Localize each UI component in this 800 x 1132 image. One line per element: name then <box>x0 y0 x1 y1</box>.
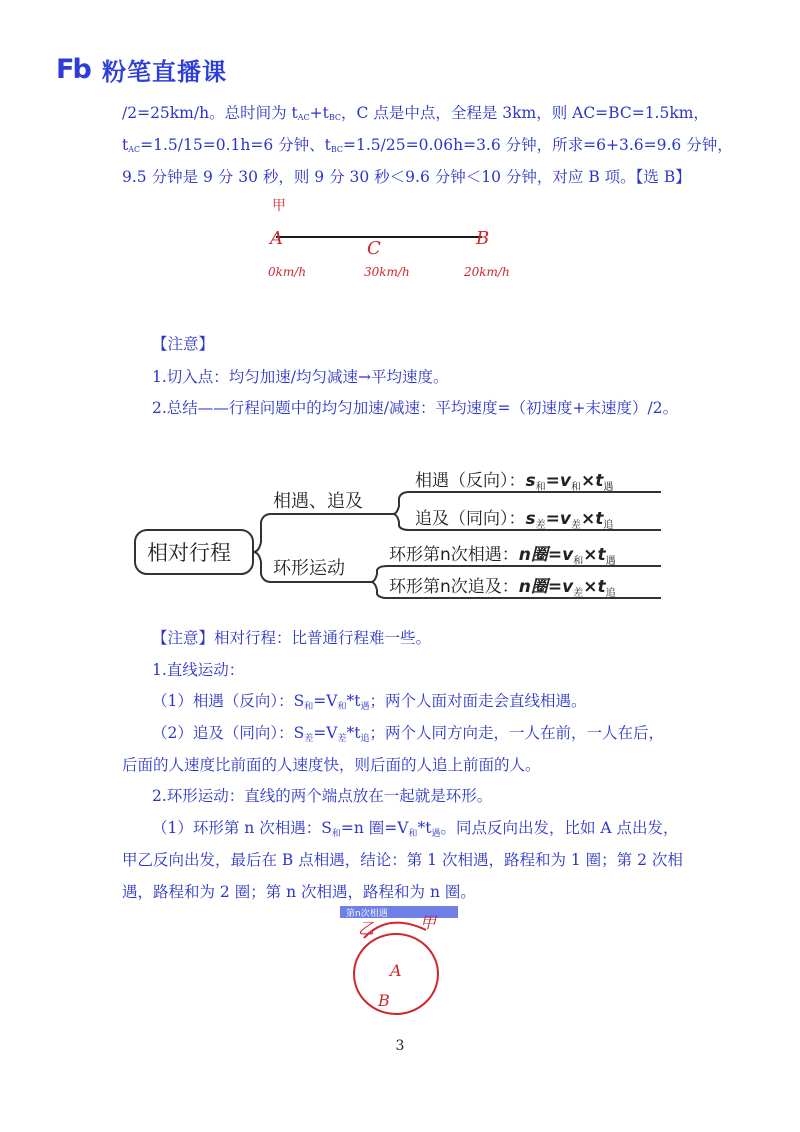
text: =1.5/25=0.06h=3.6 分钟，所求=6+3.6=9.6 分钟， <box>343 136 733 154</box>
text: =V <box>313 692 338 710</box>
leaf-formula: ×t <box>583 577 606 597</box>
sketch-point-a: A <box>270 228 283 249</box>
sketch-label-right: 甲 <box>420 913 437 932</box>
mindmap-branch2: 环形运动 <box>273 558 345 579</box>
text: *t <box>346 692 361 710</box>
leaf-sub: 差 <box>573 588 584 599</box>
text: +t <box>309 104 329 122</box>
leaf-sub: 追 <box>603 520 614 531</box>
leaf-label: 相遇（反向）： <box>415 471 526 491</box>
subscript: 差 <box>304 734 314 744</box>
sketch-label-left: 乙 <box>358 919 375 938</box>
text: （2）追及（同向）：S <box>152 724 305 742</box>
text: *t <box>417 819 432 837</box>
mindmap-branch1: 相遇、追及 <box>273 491 363 512</box>
subscript: AC <box>297 113 310 122</box>
subscript: 遇 <box>431 829 441 839</box>
para1-line1 <box>122 102 709 129</box>
text: t <box>122 136 129 154</box>
leaf-formula: s <box>525 509 536 529</box>
leaf-label: 追及（同向）： <box>415 509 526 529</box>
text: ；两个人面对面走会直线相遇。 <box>369 692 587 710</box>
mindmap-leaf2 <box>415 509 613 531</box>
text: /2=25km/h。总时间为 t <box>122 104 298 122</box>
subscript: 追 <box>360 734 370 744</box>
subscript: 遇 <box>360 702 370 712</box>
subscript: 和 <box>337 702 347 712</box>
mind-map <box>131 462 671 612</box>
subscript: 和 <box>304 702 314 712</box>
note2-s1: 1.直线运动： <box>152 661 245 679</box>
leaf-sub: 追 <box>605 588 616 599</box>
logo-mark: Fb <box>56 53 90 85</box>
leaf-formula: n圈=v <box>518 577 574 597</box>
note2-s2a-line2: 甲乙反向出发，最后在 B 点相遇，结论：第 1 次相遇，路程和为 1 圈；第 2 次相 <box>122 851 683 869</box>
note1-title: 【注意】 <box>152 335 215 353</box>
handwritten-circle-sketch <box>340 904 470 1024</box>
note2-s2a-line3: 遇，路程和为 2 圈；第 n 次相遇，路程和为 n 圈。 <box>122 883 476 901</box>
leaf-sub: 和 <box>570 482 581 493</box>
text: =n 圈=V <box>340 819 409 837</box>
mindmap-leaf4 <box>389 577 616 599</box>
connector-branch1 <box>253 514 393 552</box>
note2-s2: 2.环形运动：直线的两个端点放在一起就是环形。 <box>152 787 493 805</box>
leaf-formula: =v <box>545 471 571 491</box>
text: *t <box>346 724 361 742</box>
leaf-formula: ×t <box>583 545 606 565</box>
sketch-point-c: C <box>367 238 381 259</box>
sketch-point-b: B <box>476 228 490 249</box>
sketch-label-top: 甲 <box>272 198 286 214</box>
text: ，C 点是中点，全程是 3km，则 AC=BC=1.5km， <box>341 104 709 122</box>
note2-s1b <box>152 722 664 750</box>
text: 。同点反向出发，比如 A 点出发， <box>440 819 679 837</box>
leaf-sub: 遇 <box>603 482 614 493</box>
leaf-sub: 和 <box>535 482 546 493</box>
subscript: BC <box>328 113 342 122</box>
brand-logo <box>56 52 227 87</box>
leaf-label: 环形第n次相遇： <box>389 545 519 565</box>
sketch-point-b: B <box>378 991 390 1010</box>
sketch-speed-b: 20km/h <box>464 265 510 279</box>
note2-s1b-cont: 后面的人速度比前面的人速度快，则后面的人追上前面的人。 <box>122 756 541 774</box>
mindmap-leaf3 <box>389 545 616 567</box>
sketch-banner-text: 第n次相遇 <box>346 909 388 919</box>
mindmap-leaf1 <box>415 471 613 493</box>
handwritten-line-sketch <box>250 192 550 292</box>
leaf-formula: s <box>525 471 536 491</box>
sketch-point-a: A <box>390 961 402 980</box>
mindmap-root: 相对行程 <box>147 541 231 565</box>
text: =V <box>313 724 338 742</box>
leaf-sub: 差 <box>535 520 546 531</box>
para1-line2 <box>122 134 733 161</box>
leaf-formula: n圈=v <box>518 545 574 565</box>
leaf-sub: 差 <box>570 520 581 531</box>
subscript: 差 <box>337 734 347 744</box>
leaf-sub: 和 <box>573 556 584 567</box>
text: ；两个人同方向走，一人在前，一人在后， <box>369 724 664 742</box>
leaf-formula: =v <box>545 509 571 529</box>
text: （1）相遇（反向）：S <box>152 692 305 710</box>
leaf-sub: 遇 <box>605 556 616 567</box>
page-number: 3 <box>395 1038 405 1054</box>
subscript: AC <box>128 145 141 154</box>
note1-item2: 2.总结——行程问题中的均匀加速/减速：平均速度=（初速度+末速度）/2。 <box>152 399 679 417</box>
subscript: 和 <box>408 829 418 839</box>
leaf-formula: ×t <box>580 509 604 529</box>
para1-line3: 9.5 分钟是 9 分 30 秒，则 9 分 30 秒＜9.6 分钟＜10 分钟，对应 B 项。【选 B】 <box>122 168 691 186</box>
note2-s1a <box>152 690 586 718</box>
logo-text: 粉笔直播课 <box>102 58 227 86</box>
text: =1.5/15=0.1h=6 分钟、t <box>140 136 331 154</box>
subscript: BC <box>330 145 344 154</box>
note2-s2a <box>152 817 679 845</box>
note1-item1: 1.切入点：均匀加速/均匀减速→平均速度。 <box>152 368 449 386</box>
subscript: 和 <box>331 829 341 839</box>
sketch-speed-c: 30km/h <box>364 265 410 279</box>
leaf-formula: ×t <box>580 471 604 491</box>
sketch-speed-a: 0km/h <box>268 265 307 279</box>
leaf-label: 环形第n次追及： <box>389 577 519 597</box>
text: （1）环形第 n 次相遇：S <box>152 819 332 837</box>
note2-title: 【注意】相对行程：比普通行程难一些。 <box>152 629 432 647</box>
